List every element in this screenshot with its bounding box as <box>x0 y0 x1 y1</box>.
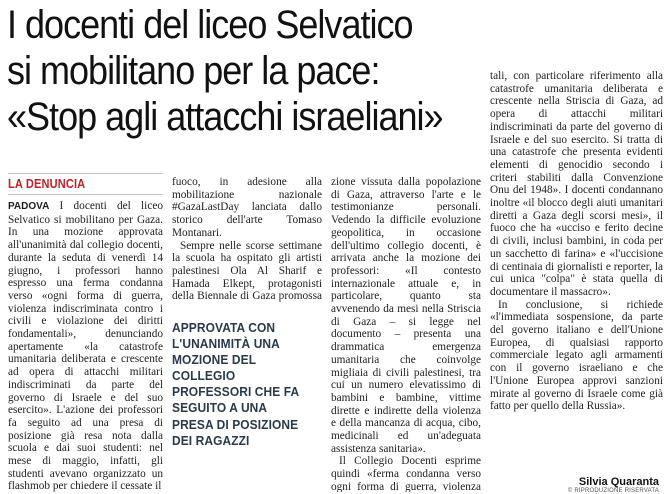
byline: Silvia Quaranta <box>578 476 659 488</box>
paragraph: fuoco, in adesione alla mobilitazione nazionale #GazaLastDay lanciata dallo storico dell'arte Tomaso Montanari. <box>172 176 322 239</box>
paragraph: Il Collegio Docenti esprime quindi «ferma condanna verso ogni forma di guerra, violenza <box>331 455 481 492</box>
paragraph: Sempre nelle scorse settimane la scuola ha ospitato gli artisti palestinesi Ola Al Sharif e Hamada Elkept, protagonisti della Biennale di Gaza promossa <box>172 239 322 302</box>
rubric-top-rule <box>8 173 163 174</box>
paragraph-text: I docenti del liceo Selvatico si mobilitano per Gaza. In una mozione approvata all'unanimità dal collegio docenti, durante la seduta di venerdì 14 giugno, i professori hanno espresso una ferma condanna verso «ogni forma di guerra, violenza indiscriminata contro i civili e violazione dei diritti fondamentali», denunciando apertamente «la catastrofe umanitaria deliberata e crescente ad opera di attacchi militari indiscriminati da parte del governo di Israele e del suo esercito». L'azione dei professori fa seguito ad una presa di posizione già resa nota dalla scuola e dai suoi studenti: nel mese di maggio, infatti, gli studenti avevano organizzato un flashmob per chiedere il cessate il <box>8 200 163 492</box>
body-column-2 <box>172 176 322 302</box>
section-rubric: LA DENUNCIA <box>8 177 86 191</box>
headline-line-3: «Stop agli attacchi israeliani» <box>7 95 443 139</box>
pull-quote: APPROVATA CON L'UNANIMITÀ UNA MOZIONE DEL COLLEGIO PROFESSORI CHE FA SEGUITO A UNA PRESA DI POSIZIONE DEI RAGAZZI <box>172 320 299 448</box>
dateline: PADOVA <box>8 201 50 212</box>
paragraph: zione vissuta dalla popolazione di Gaza, attraverso l'arte e le testimonianze personali. Vedendo la difficile evoluzione geopolitica, in occasione dell'ultimo collegio docenti, è arrivata anche la mozione dei professori: «Il contesto internazionale attuale e, in particolare, quanto sta avvenendo da mesi nella Striscia di Gaza – si legge nel documento – presenta una drammatica emergenza umanitaria che coinvolge migliaia di civili palestinesi, tra cui un numero elevatissimo di bambini e bambine, vittime dirette e indirette della violenza e della mancanza di acqua, cibo, medicinali ed un'adeguata assistenza sanitaria». <box>331 176 481 455</box>
body-column-4 <box>490 70 663 468</box>
headline-line-1: I docenti del liceo Selvatico <box>7 3 413 47</box>
paragraph: In conclusione, si richiede «l'immediata sospensione, da parte del governo italiano e dell'Unione Europea, di qualsiasi rapporto commerciale legato agli armamenti con il governo israeliano e che l'Unione Europea approvi sanzioni mirate al governo di Israele come già fatto per quello della Russia». <box>490 298 663 413</box>
paragraph: tali, con particolare riferimento alla catastrofe umanitaria deliberata e crescente nella Striscia di Gaza, ad opera di attacchi militari indiscriminati da parte del governo di Israele e del suo esercito. Si tratta di una catastrofe che presenta evidenti elementi di genocidio secondo i criteri stabiliti dalla Convenzione Onu del 1948». I docenti condannano inoltre «il blocco degli aiuti umanitari diretti a Gaza degli scorsi mesi», il fuoco che ha «ucciso e ferito decine di civili, inclusi bambini, in coda per un sacchetto di farina» e «l'uccisione di centinaia di giornalisti e reporter, la cui unica "colpa" è stata quella di documentare il massacro». <box>490 70 663 298</box>
headline-line-2: si mobilitano per la pace: <box>7 49 380 93</box>
headline <box>7 2 443 140</box>
body-column-1 <box>8 200 163 492</box>
rubric-bottom-rule <box>8 194 163 195</box>
paragraph <box>8 200 163 492</box>
body-column-3 <box>331 176 481 492</box>
copyright-notice: © RIPRODUZIONE RISERVATA <box>567 488 659 494</box>
